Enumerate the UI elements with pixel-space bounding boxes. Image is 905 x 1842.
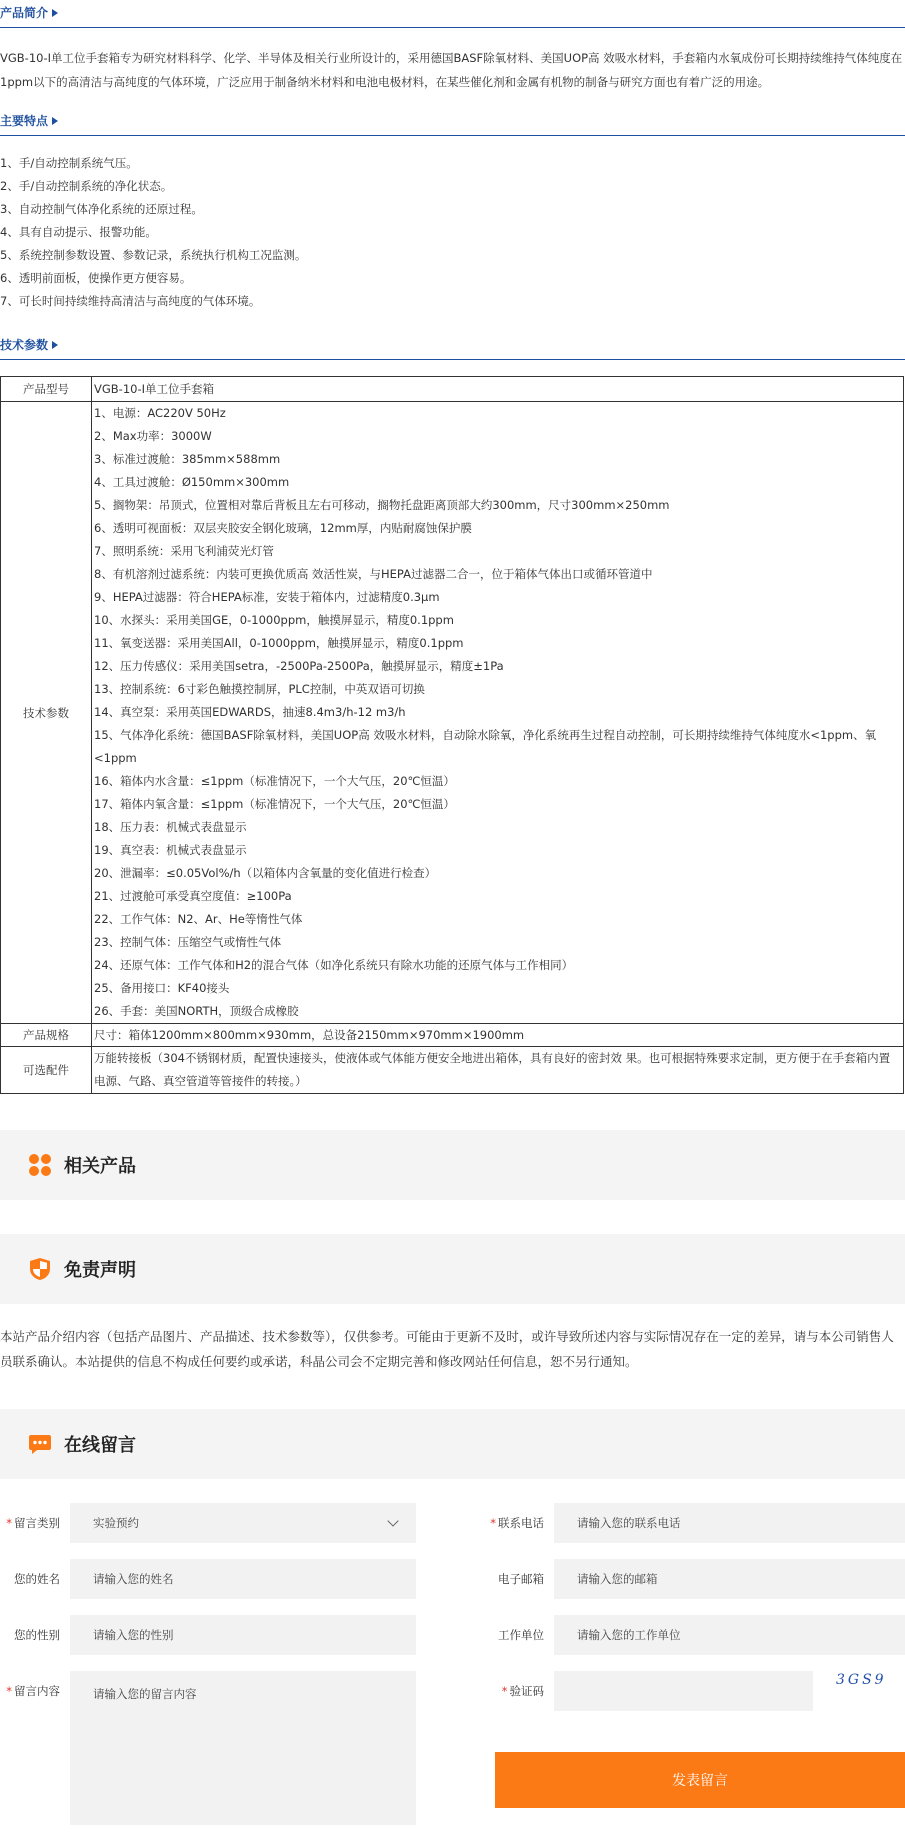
divider xyxy=(0,135,905,136)
table-row xyxy=(1,377,904,402)
table-row xyxy=(1,402,904,1024)
feature-item: 3、自动控制气体净化系统的还原过程。 xyxy=(0,202,203,216)
param-item: 11、氧变送器：采用美国All，0-1000ppm，触摸屏显示，精度0.1ppm xyxy=(94,636,464,650)
form-row-name xyxy=(0,1559,416,1599)
feature-item: 7、可长时间持续维持高清洁与高纯度的气体环境。 xyxy=(0,294,261,308)
required-mark: * xyxy=(501,1684,508,1698)
grid-flower-icon xyxy=(28,1153,52,1177)
param-item: 2、Max功率：3000W xyxy=(94,429,212,443)
message-header xyxy=(0,1409,905,1479)
type-label: * 留言类别 xyxy=(6,1516,60,1530)
triangle-right-icon xyxy=(52,117,58,125)
company-input[interactable] xyxy=(554,1615,905,1655)
features-list xyxy=(0,152,905,313)
param-item: 10、水探头：采用美国GE，0-1000ppm，触摸屏显示，精度0.1ppm xyxy=(94,613,454,627)
spec-val-options: 万能转接板（304不锈钢材质，配置快速接头，使液体或气体能方便安全地进出箱体，具有良好的密封效 果。也可根据特殊要求定制，更方便于在手套箱内置电源、气路、真空管道等管接件的转接。） xyxy=(92,1047,904,1094)
required-mark: * xyxy=(6,1684,12,1698)
required-mark: * xyxy=(6,1516,12,1530)
spec-key-size: 产品规格 xyxy=(1,1024,92,1047)
captcha-input[interactable] xyxy=(554,1671,813,1711)
spec-val-model: VGB-10-I单工位手套箱 xyxy=(92,377,904,402)
required-mark: * xyxy=(490,1516,496,1530)
form-row-phone xyxy=(474,1503,905,1543)
email-input[interactable] xyxy=(554,1559,905,1599)
gender-label: 您的性别 xyxy=(14,1628,60,1642)
spec-table xyxy=(0,376,904,1094)
param-item: 22、工作气体：N2、Ar、He等惰性气体 xyxy=(94,912,303,926)
type-select-value: 实验预约 xyxy=(93,1516,139,1530)
param-item: 13、控制系统：6寸彩色触摸控制屏，PLC控制，中英双语可切换 xyxy=(94,682,425,696)
param-item: 17、箱体内氧含量：≤1ppm（标准情况下，一个大气压，20℃恒温） xyxy=(94,797,455,811)
param-item: 26、手套：美国NORTH，顶级合成橡胶 xyxy=(94,1004,299,1018)
message-title: 在线留言 xyxy=(64,1435,136,1456)
spec-val-size: 尺寸：箱体1200mm×800mm×930mm，总设备2150mm×970mm×1900mm xyxy=(92,1024,904,1047)
disclaimer-text: 本站产品介绍内容（包括产品图片、产品描述、技术参数等），仅供参考。可能由于更新不及时，或许导致所述内容与实际情况存在一定的差异，请与本公司销售人员联系确认。本站提供的信息不构成任何要约或承诺，科晶公司会不定期完善和修改网站任何信息，恕不另行通知。 xyxy=(0,1329,894,1369)
param-item: 23、控制气体：压缩空气或惰性气体 xyxy=(94,935,282,949)
param-item: 24、还原气体：工作气体和H2的混合气体（如净化系统只有除水功能的还原气体与工作相同） xyxy=(94,958,574,972)
phone-input[interactable] xyxy=(554,1503,905,1543)
intro-section-header xyxy=(0,4,905,28)
features-heading: 主要特点 xyxy=(0,114,49,128)
param-item: 21、过渡舱可承受真空度值：≥100Pa xyxy=(94,889,292,903)
specs-heading: 技术参数 xyxy=(0,338,49,352)
content-textarea[interactable] xyxy=(70,1671,416,1825)
name-label: 您的姓名 xyxy=(14,1572,60,1586)
param-item: 25、备用接口：KF40接头 xyxy=(94,981,230,995)
feature-item: 5、系统控制参数设置、参数记录，系统执行机构工况监测。 xyxy=(0,248,307,262)
param-list xyxy=(94,402,901,1023)
table-row xyxy=(1,1047,904,1094)
spec-key-options: 可选配件 xyxy=(1,1047,92,1094)
disclaimer-header xyxy=(0,1234,905,1304)
company-label: 工作单位 xyxy=(498,1628,544,1642)
spec-key-model: 产品型号 xyxy=(1,377,92,402)
param-item: 19、真空表：机械式表盘显示 xyxy=(94,843,247,857)
feature-item: 4、具有自动提示、报警功能。 xyxy=(0,225,157,239)
param-item: 5、搁物架：吊顶式，位置相对靠后背板且左右可移动，搁物托盘距离顶部大约300mm，尺寸300mm×250mm xyxy=(94,498,670,512)
email-label: 电子邮箱 xyxy=(498,1572,544,1586)
param-item: 6、透明可视面板：双层夹胶安全钢化玻璃，12mm厚，内贴耐腐蚀保护膜 xyxy=(94,521,472,535)
form-row-gender xyxy=(0,1615,416,1655)
param-item: 9、HEPA过滤器：符合HEPA标准，安装于箱体内，过滤精度0.3μm xyxy=(94,590,440,604)
name-input[interactable] xyxy=(70,1559,416,1599)
shield-icon xyxy=(28,1257,52,1281)
phone-label: * 联系电话 xyxy=(490,1516,544,1530)
feature-item: 1、手/自动控制系统气压。 xyxy=(0,156,138,170)
param-item: 3、标准过渡舱：385mm×588mm xyxy=(94,452,281,466)
chevron-down-icon xyxy=(387,1515,398,1526)
triangle-right-icon xyxy=(52,341,58,349)
form-row-email xyxy=(474,1559,905,1599)
spec-key-params: 技术参数 xyxy=(1,402,92,1024)
feature-item: 6、透明前面板，使操作更方便容易。 xyxy=(0,271,192,285)
param-item: 4、工具过渡舱：Ø150mm×300mm xyxy=(94,475,290,489)
related-products-header xyxy=(0,1130,905,1200)
type-select[interactable] xyxy=(70,1503,416,1543)
triangle-right-icon xyxy=(52,9,58,17)
form-row-content xyxy=(0,1671,416,1825)
intro-heading: 产品简介 xyxy=(0,6,49,20)
param-item: 1、电源：AC220V 50Hz xyxy=(94,406,226,420)
content-label: * 留言内容 xyxy=(6,1684,60,1698)
divider xyxy=(0,359,905,360)
table-row xyxy=(1,1024,904,1047)
param-item: 7、照明系统：采用飞利浦荧光灯管 xyxy=(94,544,274,558)
param-item: 15、气体净化系统：德国BASF除氧材料，美国UOP高 效吸水材料，自动除水除氧，净化系统再生过程自动控制，可长期持续维持气体纯度水<1ppm、氧<1ppm xyxy=(94,728,877,765)
divider xyxy=(0,27,905,28)
disclaimer-title: 免责声明 xyxy=(64,1260,136,1281)
intro-text: VGB-10-I单工位手套箱专为研究材料科学、化学、半导体及相关行业所设计的，采用德国BASF除氧材料、美国UOP高 效吸水材料，手套箱内水氧成份可长期持续维持气体纯度在1ppm以下的高清洁与高纯度的气体环境，广泛应用于制备纳米材料和电池电极材料，在某些催化剂和金属有机物的制备与研究方面也有着广泛的用途。 xyxy=(0,51,903,89)
param-item: 12、压力传感仪：采用美国setra，-2500Pa-2500Pa，触摸屏显示，精度±1Pa xyxy=(94,659,504,673)
form-row-company xyxy=(474,1615,905,1655)
captcha-image[interactable]: 3GS9 xyxy=(836,1672,887,1688)
form-row-captcha xyxy=(474,1671,813,1711)
param-item: 16、箱体内水含量：≤1ppm（标准情况下，一个大气压，20℃恒温） xyxy=(94,774,455,788)
form-row-type xyxy=(0,1503,416,1543)
param-item: 20、泄漏率：≤0.05Vol%/h（以箱体内含氧量的变化值进行检查） xyxy=(94,866,437,880)
param-item: 18、压力表：机械式表盘显示 xyxy=(94,820,247,834)
related-products-title: 相关产品 xyxy=(64,1156,136,1177)
gender-input[interactable] xyxy=(70,1615,416,1655)
param-item: 14、真空泵：采用英国EDWARDS，抽速8.4m3/h-12 m3/h xyxy=(94,705,406,719)
param-item: 8、有机溶剂过滤系统：内装可更换优质高 效活性炭，与HEPA过滤器二合一，位于箱体气体出口或循环管道中 xyxy=(94,567,653,581)
captcha-label: * 验证码 xyxy=(501,1684,544,1698)
submit-button[interactable]: 发表留言 xyxy=(495,1752,905,1808)
feature-item: 2、手/自动控制系统的净化状态。 xyxy=(0,179,173,193)
chat-bubble-icon xyxy=(28,1432,52,1456)
features-section-header xyxy=(0,112,905,136)
spec-val-params xyxy=(92,402,904,1024)
specs-section-header xyxy=(0,336,905,360)
